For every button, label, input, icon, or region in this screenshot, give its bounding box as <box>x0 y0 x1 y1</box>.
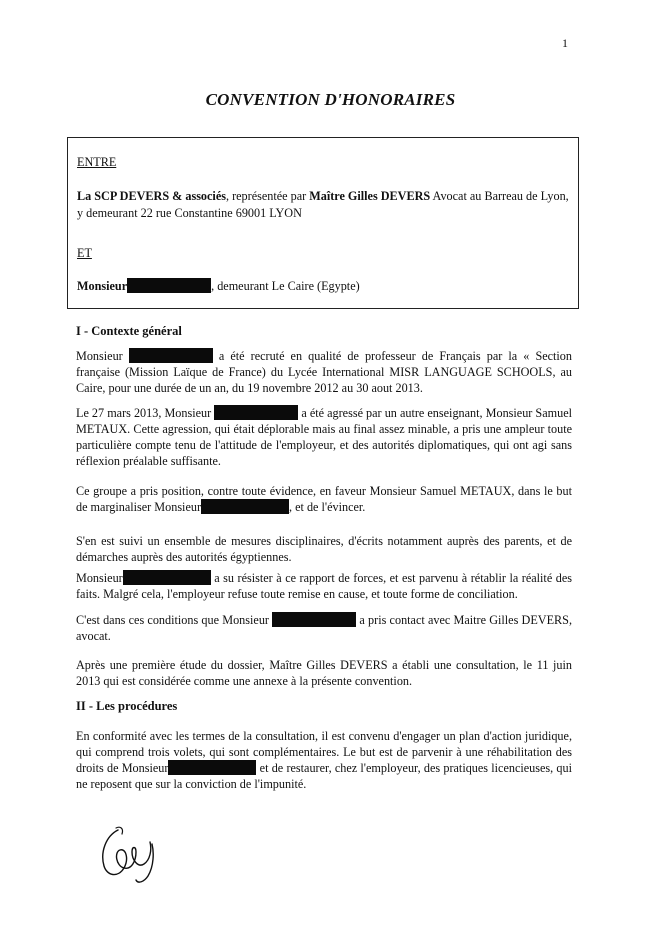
text-span: Monsieur <box>76 349 129 363</box>
text-span: a su résister à ce rapport de forces, et est parvenu à rétablir la réalité des faits. Malgré cela, l'employeur refuse toute remise en cause, et toute forme de conciliation. <box>76 571 572 601</box>
redaction-block <box>201 499 289 514</box>
firm-line <box>77 188 569 205</box>
text-span: Monsieur <box>76 571 123 585</box>
text-span: En conformité avec les termes de la consultation, il est convenu d'engager un plan d'action juridique, qui comprend trois volets, qui sont complémentaires. Le but est de parvenir à une réhabilitation des droits de Monsieur <box>76 729 572 775</box>
document-title: CONVENTION D'HONORAIRES <box>205 90 456 109</box>
parties-box <box>67 137 579 309</box>
client-line <box>77 278 360 295</box>
paragraph-aggression <box>76 405 572 469</box>
entre-label: ENTRE <box>77 155 117 169</box>
paragraph-contact <box>76 612 572 644</box>
paragraph-resistance <box>76 570 572 602</box>
client-title: Monsieur <box>77 279 128 293</box>
firm-name: La SCP DEVERS & associés <box>77 189 226 203</box>
paragraph-disciplinary: S'en est suivi un ensemble de mesures disciplinaires, d'écrits notamment auprès des parents, et de démarches auprès des autorités égyptiennes. <box>76 534 572 564</box>
text-span: Le 27 mars 2013, Monsieur <box>76 406 215 420</box>
text-span: a été recruté en qualité de professeur de Français par la « Section française (Mission Laïque de France) du Lycée International MISR LANGUAGE SCHOOLS, au Caire, pour une durée de un an, du 19 novembre 2012 au 30 aout 2013. <box>76 349 572 395</box>
section-heading-procedures: II - Les procédures <box>76 699 178 713</box>
et-label: ET <box>77 246 92 260</box>
paragraph-group-position <box>76 483 572 515</box>
paragraph-consultation: Après une première étude du dossier, Maître Gilles DEVERS a établi une consultation, le 11 juin 2013 qui est considérée comme une annexe à la présente convention. <box>76 658 572 688</box>
text-span: a été agressé par un autre enseignant, Monsieur Samuel METAUX. Cette agression, qui était déplorable mais au final assez minable, a pris une ampleur toute particulière compte tenu de l'attitude de l'employeur, et des autorités diplomatiques, qui ont agi sans réflexion préalable suffisante. <box>76 406 572 468</box>
text-span: C'est dans ces conditions que Monsieur <box>76 613 273 627</box>
paragraph-action-plan <box>76 728 572 792</box>
redaction-block <box>168 760 256 775</box>
redaction-block <box>129 348 213 363</box>
lawyer-name: Maître Gilles DEVERS <box>309 189 431 203</box>
redaction-block <box>123 570 211 585</box>
redaction-block <box>127 278 211 293</box>
text-span: Ce groupe a pris position, contre toute évidence, en faveur Monsieur Samuel METAUX, dans le but de marginaliser Monsieur <box>76 484 572 514</box>
section-heading-context: I - Contexte général <box>76 324 182 338</box>
page-number: 1 <box>562 36 568 50</box>
firm-address: y demeurant 22 rue Constantine 69001 LYON <box>77 206 302 220</box>
signature-initials <box>96 822 162 886</box>
paragraph-recruitment <box>76 348 572 396</box>
bar-text: Avocat au Barreau de Lyon, <box>430 189 569 203</box>
redaction-block <box>214 405 298 420</box>
text-span: a pris contact avec Maitre Gilles DEVERS, avocat. <box>76 613 573 643</box>
redaction-block <box>272 612 356 627</box>
text-span: , et de l'évincer. <box>289 500 366 514</box>
text-span: et de restaurer, chez l'employeur, des pratiques licencieuses, qui ne reposent que sur la conviction de l'impunité. <box>76 761 573 791</box>
represented-by: , représentée par <box>225 189 310 203</box>
client-residence: , demeurant Le Caire (Egypte) <box>211 279 360 293</box>
